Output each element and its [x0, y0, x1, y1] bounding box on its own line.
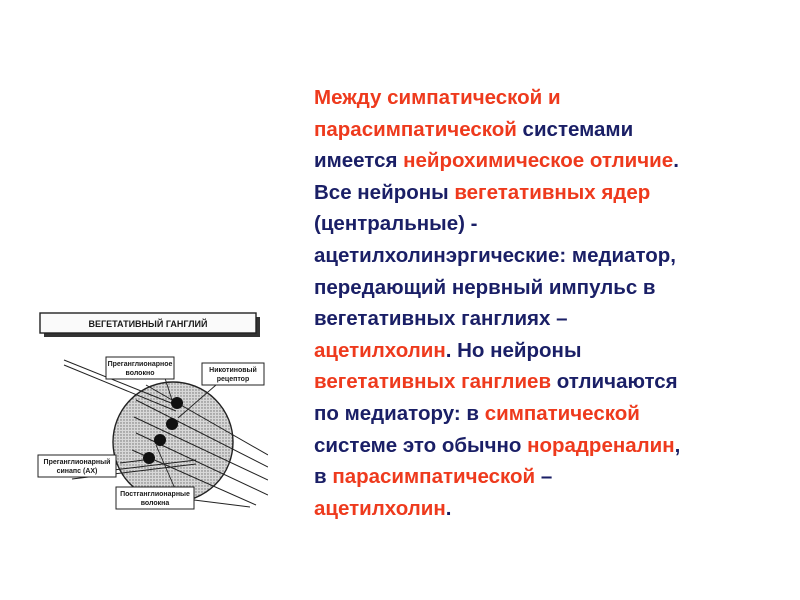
text-line: [314, 493, 800, 525]
plain-text: вегетативных ганглиях –: [314, 307, 568, 331]
plain-text: ацетилхолинэргические: медиатор,: [314, 243, 677, 267]
highlight-text: вегетативных ганглиев: [314, 370, 552, 394]
plain-text: отличаются: [551, 370, 678, 394]
ganglion-diagram: [36, 305, 268, 515]
highlight-text: нейрохимическое отличие: [403, 149, 674, 173]
highlight-text: вегетативных ядер: [454, 180, 651, 204]
plain-text: .: [445, 496, 452, 520]
text-line: [314, 461, 800, 493]
text-line: [314, 240, 800, 272]
plain-text: системами: [516, 117, 634, 141]
text-line: [314, 208, 800, 240]
plain-text: передающий нервный импульс в: [314, 275, 656, 299]
plain-text: системе это обычно: [314, 433, 528, 457]
label-postganglionic-fibers-1: Постганглионарные: [120, 491, 190, 498]
highlight-text: парасимпатической: [332, 465, 536, 489]
plain-text: . Но нейроны: [445, 338, 582, 362]
plain-text: имеется: [314, 149, 404, 173]
text-line: [314, 303, 800, 335]
label-postganglionic-fibers-2: волокна: [140, 500, 170, 507]
plain-text: в: [314, 465, 333, 489]
plain-text: по медиатору: в: [314, 401, 485, 425]
text-line: [314, 177, 800, 209]
label-preganglionic-fiber-1: Преганглионарное: [107, 361, 173, 368]
slide-body-text: [314, 82, 800, 524]
synapse-dot: [143, 452, 155, 464]
highlight-text: ацетилхолин: [314, 338, 446, 362]
highlight-text: симпатической: [484, 401, 640, 425]
text-line: [314, 82, 800, 114]
highlight-text: Между симпатической и: [314, 86, 561, 109]
text-line: [314, 145, 800, 177]
label-nicotinic-receptor-2: рецептор: [216, 376, 250, 383]
label-preganglionic-synapse-2: синапс (АХ): [56, 468, 98, 475]
diagram-title: ВЕГЕТАТИВНЫЙ ГАНГЛИЙ: [88, 319, 208, 329]
synapse-dot: [154, 434, 166, 446]
text-line: [314, 272, 800, 304]
label-preganglionic-synapse-1: Преганглионарный: [43, 459, 111, 466]
synapse-dot: [171, 397, 183, 409]
synapse-dot: [166, 418, 178, 430]
text-line: [314, 114, 800, 146]
plain-text: (центральные) -: [314, 212, 478, 236]
text-line: [314, 366, 800, 398]
text-line: [314, 398, 800, 430]
highlight-text: парасимпатической: [314, 117, 517, 141]
plain-text: .: [673, 149, 679, 173]
label-nicotinic-receptor-1: Никотиновый: [209, 367, 257, 374]
plain-text: ,: [674, 433, 681, 457]
plain-text: Все нейроны: [314, 180, 455, 204]
text-line: [314, 335, 800, 367]
highlight-text: ацетилхолин: [314, 496, 446, 520]
plain-text: –: [535, 465, 553, 489]
text-line: [314, 430, 800, 462]
highlight-text: норадреналин: [527, 433, 675, 457]
label-preganglionic-fiber-2: волокно: [125, 370, 155, 377]
